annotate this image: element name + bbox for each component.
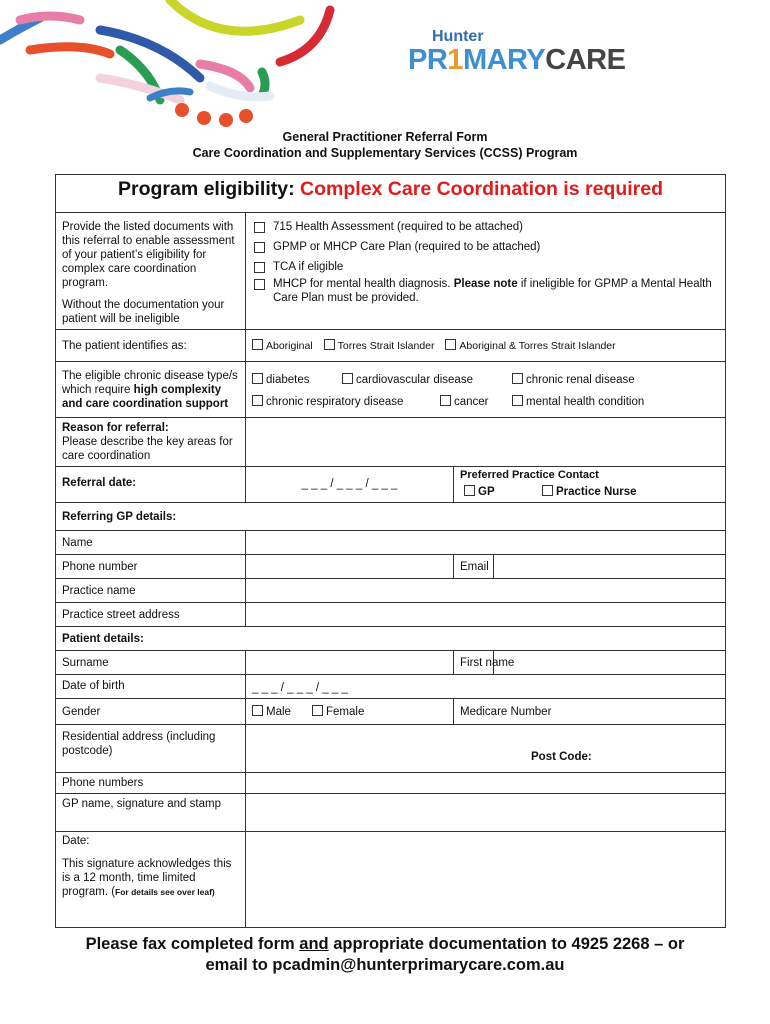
checkbox-gpmp[interactable] <box>254 242 265 253</box>
gp-section-heading: Referring GP details: <box>56 503 726 531</box>
reason-description: Please describe the key areas for care coordination <box>62 436 233 462</box>
address-input[interactable] <box>246 725 726 773</box>
first-name-input[interactable] <box>494 651 726 675</box>
practice-name-label: Practice name <box>56 579 246 603</box>
gp-name-input[interactable] <box>246 531 726 555</box>
logo-primary-care-text: PR1MARYCARE <box>408 44 626 76</box>
gp-signature-label: GP name, signature and stamp <box>56 794 246 832</box>
checkbox-both[interactable] <box>445 339 456 350</box>
gp-phone-input[interactable] <box>246 555 454 579</box>
eligibility-banner: Program eligibility: Complex Care Coordination is required <box>56 175 726 213</box>
medicare-label: Medicare Number <box>460 706 552 718</box>
identity-label: The patient identifies as: <box>56 330 246 362</box>
practice-address-label: Practice street address <box>56 603 246 627</box>
gp-email-label: Email <box>454 555 494 579</box>
logo-hunter-text: Hunter <box>432 28 484 45</box>
checkbox-male[interactable] <box>252 705 263 716</box>
checkbox-diabetes[interactable] <box>252 373 263 384</box>
gp-email-input[interactable] <box>494 555 726 579</box>
date-signature-input[interactable] <box>246 832 726 928</box>
postcode-label: Post Code: <box>531 751 592 763</box>
identity-options: Aboriginal Torres Strait Islander Aboriginal & Torres Strait Islander <box>246 330 726 362</box>
documents-warning-text: Without the documentation your patient will be ineligible <box>62 299 225 325</box>
practice-name-input[interactable] <box>246 579 726 603</box>
mhcp-text: MHCP for mental health diagnosis. Please note if ineligible for GPMP a Mental Health Care Plan must be provided. <box>273 278 712 304</box>
checkbox-female[interactable] <box>312 705 323 716</box>
disease-options: diabetes cardiovascular disease chronic renal disease chronic respiratory disease cancer mental health condition <box>246 362 726 418</box>
checkbox-715[interactable] <box>254 222 265 233</box>
form-subtitle: Care Coordination and Supplementary Services (CCSS) Program <box>192 146 578 160</box>
surname-input[interactable] <box>246 651 454 675</box>
gp-name-label: Name <box>56 531 246 555</box>
documents-instructions <box>56 213 246 330</box>
decorative-arcs <box>0 0 380 132</box>
checkbox-mhcp[interactable] <box>254 279 265 290</box>
medicare-cell[interactable] <box>454 699 726 725</box>
eligibility-requirement: Complex Care Coordination is required <box>300 178 664 200</box>
gender-label: Gender <box>56 699 246 725</box>
practice-contact-cell: Preferred Practice Contact GP Practice Nurse <box>454 467 726 503</box>
checkbox-tca[interactable] <box>254 262 265 273</box>
footer-email-line: email to pcadmin@hunterprimarycare.com.au <box>205 956 565 974</box>
checkbox-contact-gp[interactable] <box>464 485 475 496</box>
surname-label: Surname <box>56 651 246 675</box>
checkbox-contact-nurse[interactable] <box>542 485 553 496</box>
documents-options: 715 Health Assessment (required to be attached) GPMP or MHCP Care Plan (required to be attached) TCA if eligible MHCP for mental health diagnosis. Please note if ineligible for GPMP a Mental Health Care Plan must be provided. <box>246 213 726 330</box>
gp-phone-label: Phone number <box>56 555 246 579</box>
practice-address-input[interactable] <box>246 603 726 627</box>
reason-label-cell <box>56 418 246 467</box>
address-label: Residential address (including postcode) <box>56 725 246 773</box>
checkbox-mental-health[interactable] <box>512 395 523 406</box>
phones-input[interactable] <box>246 773 726 794</box>
referral-date-input[interactable]: _ _ _ / _ _ _ / _ _ _ <box>246 467 454 503</box>
disease-label: The eligible chronic disease type/s which require high complexity and care coordination support <box>56 362 246 418</box>
referral-date-label: Referral date: <box>56 467 246 503</box>
checkbox-respiratory[interactable] <box>252 395 263 406</box>
practice-contact-label: Preferred Practice Contact <box>460 469 599 481</box>
dob-input[interactable]: _ _ _ / _ _ _ / _ _ _ <box>246 675 726 699</box>
first-name-label: First name <box>454 651 494 675</box>
hunter-primary-care-logo <box>408 26 668 78</box>
checkbox-renal[interactable] <box>512 373 523 384</box>
gender-options: Male Female <box>246 699 454 725</box>
acknowledge-text: This signature acknowledges this is a 12 month, time limited program. (For details see over leaf) <box>62 858 232 898</box>
checkbox-aboriginal[interactable] <box>252 339 263 350</box>
reason-input[interactable] <box>246 418 726 467</box>
checkbox-cardiovascular[interactable] <box>342 373 353 384</box>
footer-fax-line: Please fax completed form and appropriate documentation to 4925 2268 – or <box>85 935 685 953</box>
checkbox-cancer[interactable] <box>440 395 451 406</box>
documents-instruction-text: Provide the listed documents with this referral to enable assessment of your patient’s eligibility for complex care coordination program. <box>62 221 235 289</box>
patient-section-heading: Patient details: <box>56 627 726 651</box>
referral-form-table <box>55 174 726 928</box>
date-label: Date: <box>62 835 90 847</box>
acknowledge-cell <box>56 832 246 928</box>
reason-label: Reason for referral: <box>62 422 169 434</box>
dob-label: Date of birth <box>56 675 246 699</box>
form-title: General Practitioner Referral Form <box>282 130 488 144</box>
phones-label: Phone numbers <box>56 773 246 794</box>
checkbox-torres-strait[interactable] <box>324 339 335 350</box>
gp-signature-input[interactable] <box>246 794 726 832</box>
